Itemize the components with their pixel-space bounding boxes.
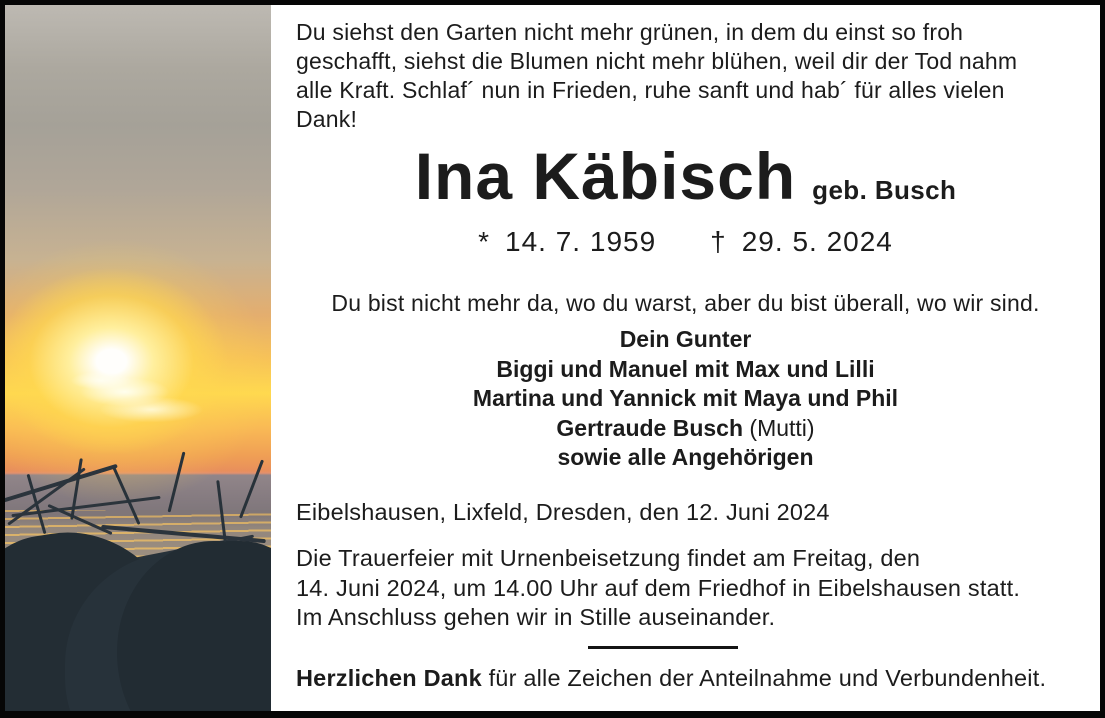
mourner-names: sowie alle Angehörigen [557, 444, 814, 470]
birth-date-group [478, 226, 656, 258]
mourner-names: Martina und Yannick mit Maya und Phil [472, 385, 899, 411]
mourner-note: (Mutti) [743, 414, 815, 441]
mourner-line [271, 414, 1100, 444]
funeral-line: 14. Juni 2024, um 14.00 Uhr auf dem Friedhof in Eibelshausen statt. [296, 574, 1021, 601]
mourners-list [271, 325, 1100, 473]
death-cross-symbol: † [710, 226, 727, 257]
death-date: 29. 5. 2024 [741, 226, 893, 257]
verse-line: Dank! [296, 106, 358, 132]
deceased-name-row [271, 138, 1100, 214]
funeral-info [296, 544, 1020, 633]
sunset-beach-photo [5, 5, 271, 711]
notice-text-area [271, 5, 1100, 711]
divider-rule [588, 646, 738, 649]
deceased-name: Ina Käbisch [414, 139, 797, 213]
mourner-line [271, 384, 1100, 414]
funeral-line: Die Trauerfeier mit Urnenbeisetzung findet am Freitag, den [296, 545, 921, 571]
mourner-line [271, 325, 1100, 355]
memorial-quote: Du bist nicht mehr da, wo du warst, aber du bist überall, wo wir sind. [331, 290, 1040, 316]
verse-line: alle Kraft. Schlaf´ nun in Frieden, ruhe sanft und hab´ für alles vielen [296, 77, 1005, 103]
funeral-line: Im Anschluss gehen wir in Stille auseinander. [296, 604, 776, 630]
thanks-text: für alle Zeichen der Anteilnahme und Verbundenheit. [481, 665, 1047, 691]
mourner-names: Biggi und Manuel mit Max und Lilli [496, 355, 875, 382]
mourner-line [271, 443, 1100, 473]
opening-verse [296, 18, 1017, 134]
thanks-line [296, 665, 1046, 692]
thanks-emphasis: Herzlichen Dank [296, 665, 482, 691]
verse-line: geschafft, siehst die Blumen nicht mehr blühen, weil dir der Tod nahm [296, 48, 1018, 74]
death-date-group [710, 226, 893, 258]
mourner-names: Dein Gunter [619, 326, 752, 352]
birth-star-symbol: * [478, 226, 491, 257]
mourner-names: Gertraude Busch [556, 414, 744, 441]
life-dates [271, 226, 1100, 258]
maiden-name: geb. Busch [812, 175, 957, 205]
birth-date: 14. 7. 1959 [505, 226, 657, 257]
mourner-line [271, 355, 1100, 385]
verse-line: Du siehst den Garten nicht mehr grünen, in dem du einst so froh [296, 19, 964, 45]
place-date-line: Eibelshausen, Lixfeld, Dresden, den 12. Juni 2024 [296, 499, 830, 525]
